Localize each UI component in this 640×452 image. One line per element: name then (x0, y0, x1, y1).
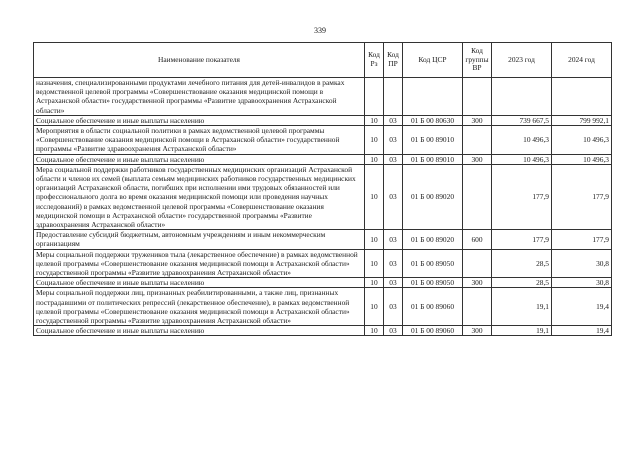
row-vr: 300 (463, 115, 492, 125)
row-rz: 10 (365, 278, 384, 288)
row-2023: 177,9 (492, 164, 552, 229)
row-name: Мера социальной поддержки работников государственных медицинских организаций Астраханской области и членов их семей (выплата семьям медицинских работников государственных медицинских организаций Астраханской области, погибших при исполнении ими трудовых обязанностей или профессионального долга во время оказания медицинской помощи или проведения научных исследований) в рамках ведомственной целевой программы «Совершенствование оказания медицинской помощи в Астраханской области» государственной программы «Развитие здравоохранения Астраханской области» (34, 164, 365, 229)
row-rz (365, 78, 384, 116)
table-row (34, 115, 612, 125)
row-2023: 28,5 (492, 278, 552, 288)
row-2024: 799 992,1 (552, 115, 612, 125)
row-vr: 300 (463, 154, 492, 164)
table-row (34, 126, 612, 155)
row-pr: 03 (384, 115, 403, 125)
row-rz: 10 (365, 164, 384, 229)
header-csr: Код ЦСР (403, 43, 463, 78)
header-name: Наименование показателя (34, 43, 365, 78)
header-rz: Код Рз (365, 43, 384, 78)
table-row (34, 326, 612, 336)
budget-table (33, 42, 612, 336)
row-2024: 10 496,3 (552, 154, 612, 164)
row-pr: 03 (384, 288, 403, 326)
row-pr: 03 (384, 326, 403, 336)
table-row (34, 78, 612, 116)
row-name: Мероприятия в области социальной политики в рамках ведомственной целевой программы «Совершенствование оказания медицинской помощи в Астраханской области» государственной программы «Развитие здравоохранения Астраханской области» (34, 126, 365, 155)
row-2024: 30,8 (552, 249, 612, 278)
row-rz: 10 (365, 230, 384, 249)
row-pr: 03 (384, 126, 403, 155)
header-row (34, 43, 612, 78)
header-2023: 2023 год (492, 43, 552, 78)
row-vr: 300 (463, 326, 492, 336)
row-vr (463, 78, 492, 116)
row-vr (463, 126, 492, 155)
row-2023 (492, 78, 552, 116)
row-2023: 177,9 (492, 230, 552, 249)
row-pr: 03 (384, 278, 403, 288)
row-2024: 30,8 (552, 278, 612, 288)
row-csr: 01 Б 00 80630 (403, 115, 463, 125)
row-pr: 03 (384, 249, 403, 278)
row-rz: 10 (365, 115, 384, 125)
row-2024 (552, 78, 612, 116)
row-name: Меры социальной поддержки лиц, признанных реабилитированными, а также лиц, признанных пострадавшими от политических репрессий (лекарственное обеспечение), в рамках ведомственной целевой программы «Совершенствование оказания медицинской помощи в Астраханской области» государственной программы «Развитие здравоохранения Астраханской области» (34, 288, 365, 326)
row-2024: 177,9 (552, 164, 612, 229)
row-csr: 01 Б 00 89010 (403, 154, 463, 164)
row-name: Социальное обеспечение и иные выплаты населению (34, 326, 365, 336)
row-pr: 03 (384, 230, 403, 249)
table-row (34, 278, 612, 288)
row-name: Социальное обеспечение и иные выплаты населению (34, 278, 365, 288)
row-csr (403, 78, 463, 116)
header-vr: Код группы ВР (463, 43, 492, 78)
row-2023: 28,5 (492, 249, 552, 278)
row-rz: 10 (365, 326, 384, 336)
row-2023: 739 667,5 (492, 115, 552, 125)
row-vr: 600 (463, 230, 492, 249)
row-csr: 01 Б 00 89050 (403, 249, 463, 278)
row-rz: 10 (365, 154, 384, 164)
header-2024: 2024 год (552, 43, 612, 78)
table-row (34, 249, 612, 278)
row-pr: 03 (384, 154, 403, 164)
row-name: Социальное обеспечение и иные выплаты населению (34, 115, 365, 125)
row-vr (463, 249, 492, 278)
page-number: 339 (314, 26, 326, 35)
row-2023: 10 496,3 (492, 126, 552, 155)
row-name: Меры социальной поддержки тружеников тыла (лекарственное обеспечение) в рамках ведомственной целевой программы «Совершенствование оказания медицинской помощи в Астраханской области» государственной программы «Развитие здравоохранения Астраханской области» (34, 249, 365, 278)
row-csr: 01 Б 00 89020 (403, 164, 463, 229)
row-name: Социальное обеспечение и иные выплаты населению (34, 154, 365, 164)
row-2023: 19,1 (492, 288, 552, 326)
table-row (34, 154, 612, 164)
row-rz: 10 (365, 249, 384, 278)
row-2024: 177,9 (552, 230, 612, 249)
row-rz: 10 (365, 126, 384, 155)
row-vr (463, 164, 492, 229)
row-csr: 01 Б 00 89060 (403, 288, 463, 326)
row-pr (384, 78, 403, 116)
row-2024: 10 496,3 (552, 126, 612, 155)
row-2024: 19,4 (552, 288, 612, 326)
row-2024: 19,4 (552, 326, 612, 336)
row-csr: 01 Б 00 89020 (403, 230, 463, 249)
row-name: Предоставление субсидий бюджетным, автономным учреждениям и иным некоммерческим организациям (34, 230, 365, 249)
row-name: назначения, специализированными продуктами лечебного питания для детей-инвалидов в рамках ведомственной целевой программы «Совершенствование оказания медицинской помощи в Астраханской области» государственной программы «Развитие здравоохранения Астраханской области» (34, 78, 365, 116)
row-vr (463, 288, 492, 326)
row-2023: 19,1 (492, 326, 552, 336)
row-vr: 300 (463, 278, 492, 288)
row-csr: 01 Б 00 89060 (403, 326, 463, 336)
table-row (34, 288, 612, 326)
row-pr: 03 (384, 164, 403, 229)
row-csr: 01 Б 00 89050 (403, 278, 463, 288)
table-row (34, 164, 612, 229)
table-row (34, 230, 612, 249)
header-pr: Код ПР (384, 43, 403, 78)
row-2023: 10 496,3 (492, 154, 552, 164)
row-rz: 10 (365, 288, 384, 326)
row-csr: 01 Б 00 89010 (403, 126, 463, 155)
